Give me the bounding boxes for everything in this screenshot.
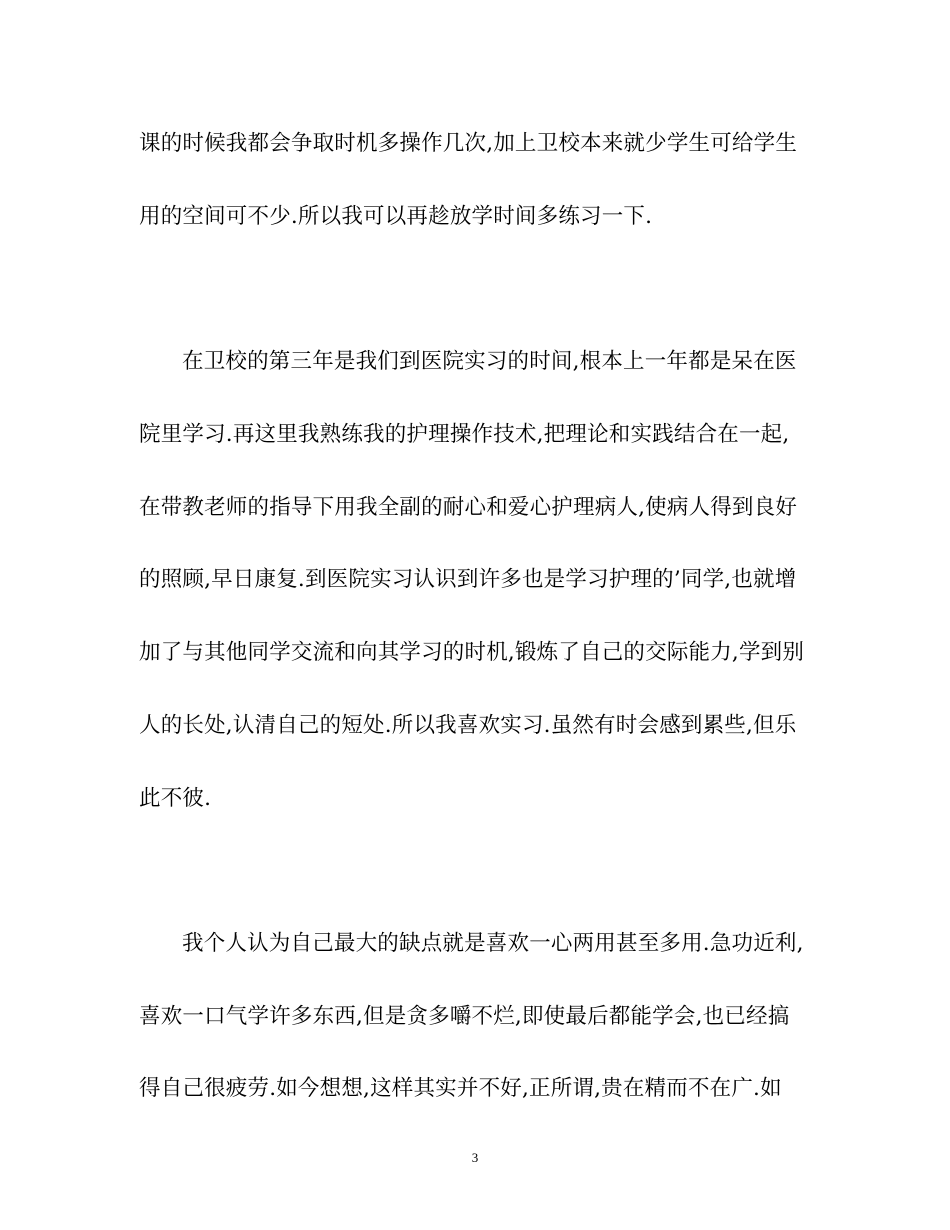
paragraph-2-line-1: 在卫校的第三年是我们到医院实习的时间,根本上一年都是呆在医 <box>182 349 797 374</box>
paragraph-2-line-3: 在带教老师的指导下用我全副的耐心和爱心护理病人,使病人得到良好 <box>139 495 798 520</box>
paragraph-2-line-5: 加了与其他同学交流和向其学习的时机,锻炼了自己的交际能力,学到别 <box>139 640 805 665</box>
paragraph-3-line-1: 我个人认为自己最大的缺点就是喜欢一心两用甚至多用.急功近利, <box>182 931 804 956</box>
paragraph-3-line-3: 得自己很疲劳.如今想想,这样其实并不好,正所谓,贵在精而不在广.如 <box>139 1076 782 1101</box>
paragraph-1-line-1: 课的时候我都会争取时机多操作几次,加上卫校本来就少学生可给学生 <box>139 131 798 156</box>
paragraph-2-line-4: 的照顾,早日康复.到医院实习认识到许多也是学习护理的’同学,也就增 <box>139 567 797 592</box>
page-number: 3 <box>471 1150 479 1165</box>
paragraph-2-line-7: 此不彼. <box>139 786 212 811</box>
paragraph-1-line-2: 用的空间可不少.所以我可以再趁放学时间多练习一下. <box>139 204 653 229</box>
paragraph-3-line-2: 喜欢一口气学许多东西,但是贪多嚼不烂,即使最后都能学会,也已经搞 <box>139 1004 790 1029</box>
paragraph-2-line-2: 院里学习.再这里我熟练我的护理操作技术,把理论和实践结合在一起, <box>139 422 790 447</box>
paragraph-2-line-6: 人的长处,认清自己的短处.所以我喜欢实习.虽然有时会感到累些,但乐 <box>139 713 797 738</box>
